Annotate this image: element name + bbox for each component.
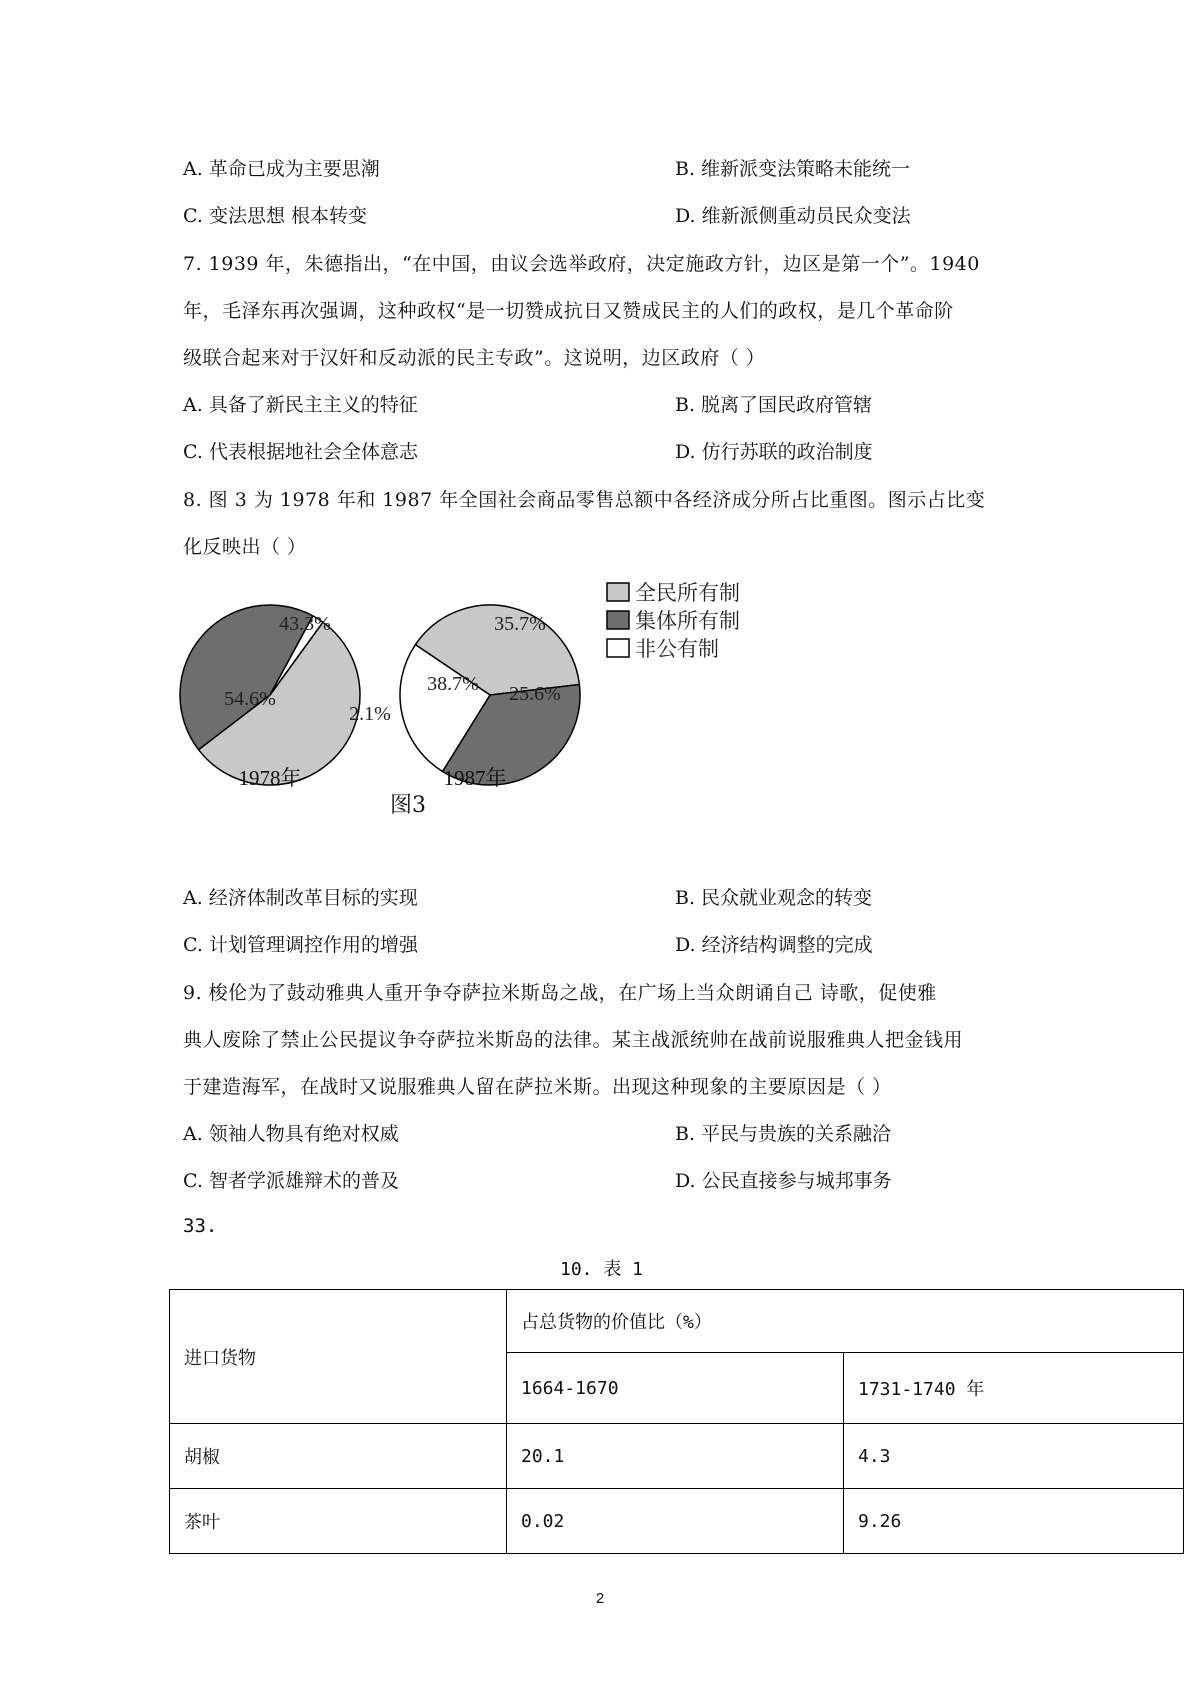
- q6-option-d: D. 维新派侧重动员民众变法: [675, 205, 911, 227]
- q9-stem-line-2: 典人废除了禁止公民提议争夺萨拉米斯岛的法律。某主战派统帅在战前说服雅典人把金钱用: [183, 1029, 964, 1051]
- pie-data-label: 43.3%: [279, 613, 331, 635]
- q8-option-d: D. 经济结构调整的完成: [675, 934, 873, 956]
- q8-stem-line-1: 8. 图 3 为 1978 年和 1987 年全国社会商品零售总额中各经济成分所占比重图。图示占比变: [183, 489, 986, 511]
- q8-stem-line-2: 化反映出（ ）: [183, 536, 307, 558]
- legend-swatch: [607, 639, 629, 657]
- q7-stem-line-1: 7. 1939 年，朱德指出，“在中国，由议会选举政府，决定施政方针，边区是第一个”。1940: [183, 253, 980, 275]
- q6-option-a: A. 革命已成为主要思潮: [183, 158, 380, 180]
- figure-3: [175, 575, 775, 818]
- pie-data-label: 54.6%: [224, 688, 276, 710]
- row-value-cell: 4.3: [844, 1424, 1184, 1489]
- q9-option-c: C. 智者学派雄辩术的普及: [183, 1170, 399, 1192]
- pie-charts: [175, 575, 775, 815]
- q8-option-c: C. 计划管理调控作用的增强: [183, 934, 418, 956]
- q8-option-a: A. 经济体制改革目标的实现: [183, 887, 418, 909]
- pie-title: 1978年: [238, 766, 302, 790]
- legend-swatch: [607, 583, 629, 601]
- q6-option-b: B. 维新派变法策略未能统一: [675, 158, 911, 180]
- table-row: [170, 1489, 1184, 1554]
- pie-title: 1987年: [443, 766, 507, 790]
- header-ratio: 占总货物的价值比（%）: [507, 1290, 1184, 1353]
- pie-data-label: 25.6%: [509, 683, 561, 705]
- q9-stem-line-1: 9. 梭伦为了鼓动雅典人重开争夺萨拉米斯岛之战，在广场上当众朗诵自己 诗歌，促使雅: [183, 982, 937, 1004]
- q7-option-b: B. 脱离了国民政府管辖: [675, 394, 873, 416]
- row-value-cell: 20.1: [507, 1424, 844, 1489]
- pie-data-label: 2.1%: [349, 703, 391, 725]
- pie-data-label: 38.7%: [427, 673, 479, 695]
- legend-label: 全民所有制: [635, 581, 740, 605]
- q7-stem-line-2: 年，毛泽东再次强调，这种政权“是一切赞成抗日又赞成民主的人们的政权，是几个革命阶: [183, 300, 954, 322]
- page-number: 2: [595, 1590, 605, 1607]
- q7-option-c: C. 代表根据地社会全体意志: [183, 441, 418, 463]
- row-value-cell: 9.26: [844, 1489, 1184, 1554]
- q9-stem-line-3: 于建造海军，在战时又说服雅典人留在萨拉米斯。出现这种现象的主要原因是（ ）: [183, 1076, 892, 1098]
- q7-stem-line-3: 级联合起来对于汉奸和反动派的民主专政”。这说明，边区政府（ ）: [183, 347, 766, 369]
- q8-option-b: B. 民众就业观念的转变: [675, 887, 873, 909]
- row-value-cell: 0.02: [507, 1489, 844, 1554]
- header-period-2: 1731-1740 年: [844, 1353, 1184, 1424]
- pie-data-label: 35.7%: [494, 613, 546, 635]
- import-goods-table: [169, 1289, 1184, 1554]
- header-goods: 进口货物: [170, 1290, 507, 1424]
- header-period-1: 1664-1670: [507, 1353, 844, 1424]
- legend-label: 集体所有制: [635, 609, 740, 633]
- q33-label: 33.: [183, 1215, 218, 1237]
- row-goods-cell: 胡椒: [170, 1424, 507, 1489]
- legend-swatch: [607, 611, 629, 629]
- legend-label: 非公有制: [635, 637, 719, 661]
- q7-option-d: D. 仿行苏联的政治制度: [675, 441, 873, 463]
- q6-option-c: C. 变法思想 根本转变: [183, 205, 367, 227]
- row-goods-cell: 茶叶: [170, 1489, 507, 1554]
- q9-option-d: D. 公民直接参与城邦事务: [675, 1170, 892, 1192]
- q7-option-a: A. 具备了新民主主义的特征: [183, 394, 418, 416]
- q9-option-b: B. 平民与贵族的关系融洽: [675, 1123, 892, 1145]
- q9-option-a: A. 领袖人物具有绝对权威: [183, 1123, 399, 1145]
- table-row: [170, 1424, 1184, 1489]
- table-caption: 10. 表 1: [560, 1259, 644, 1280]
- figure-caption: 图3: [390, 793, 426, 818]
